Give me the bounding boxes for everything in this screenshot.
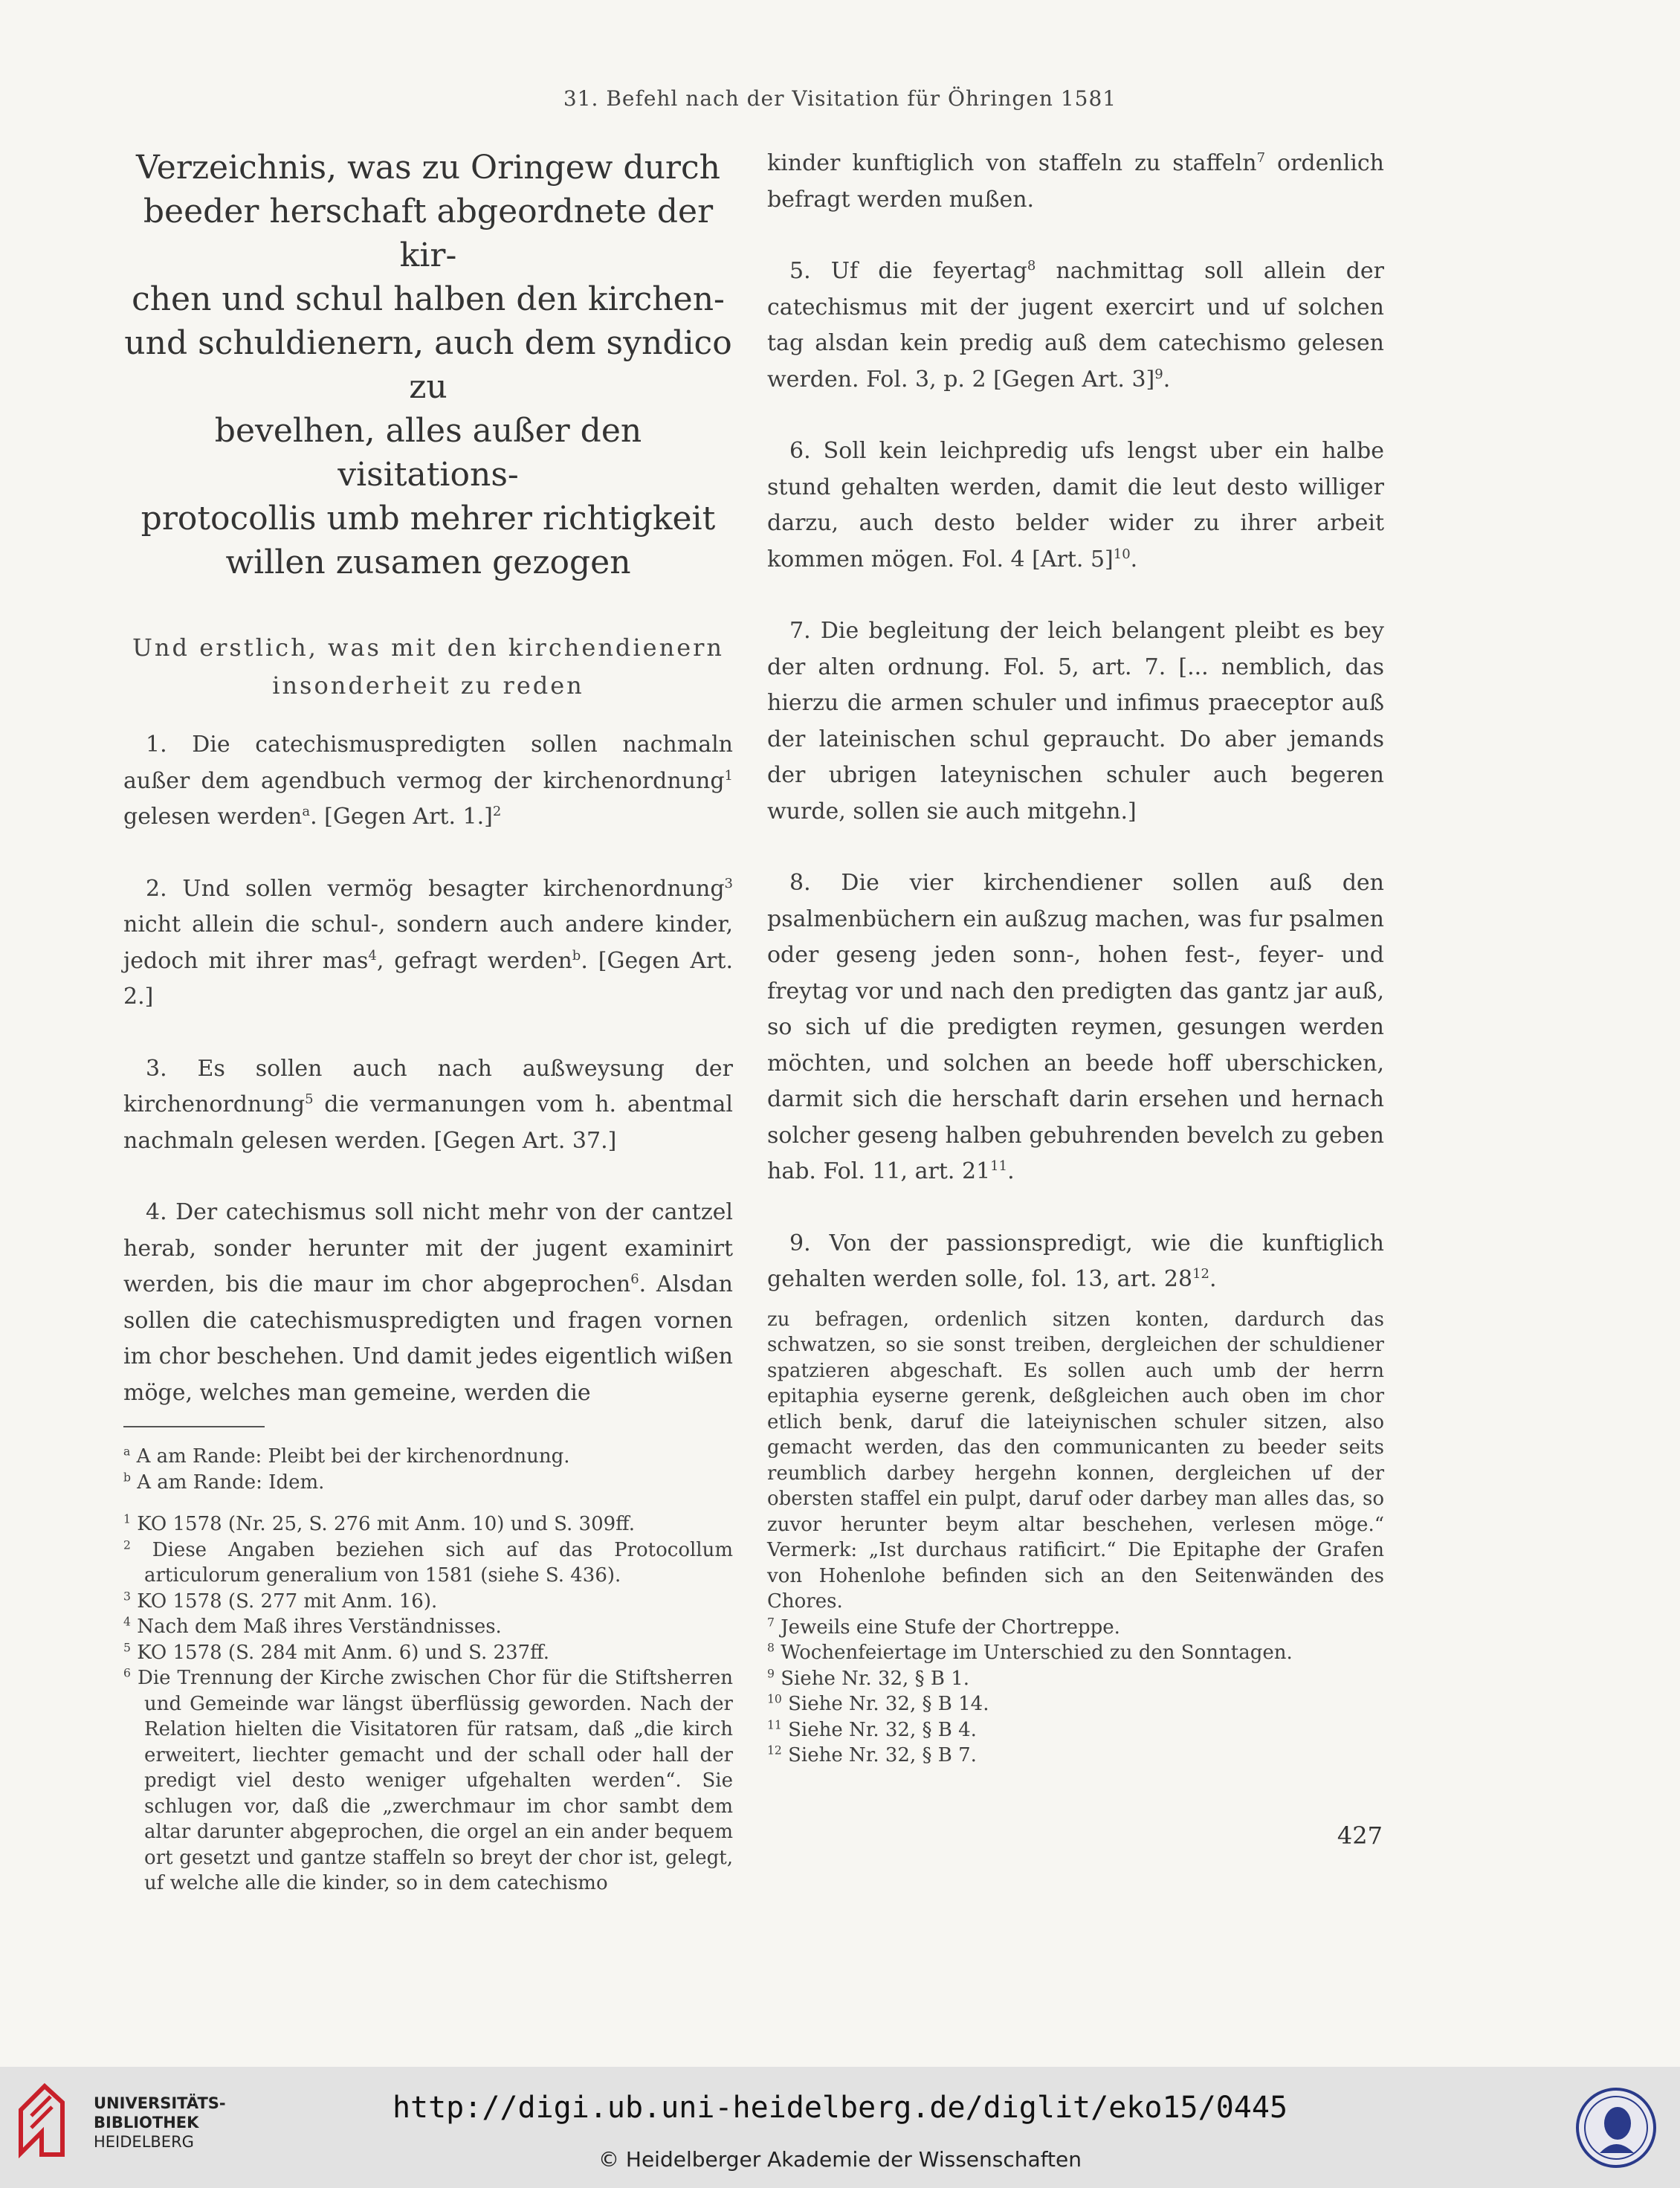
paragraph	[123, 871, 733, 1016]
subheading-line: insonderheit zu reden	[272, 671, 584, 700]
title-line: beeder herschaft abgeordnete der kir-	[143, 193, 714, 274]
footnote-marker: a	[302, 804, 311, 819]
footnote-text: Diese Angaben beziehen sich auf das Protocollum articulorum generalium von 1581 (siehe S. 436).	[144, 1538, 734, 1587]
footnote	[767, 1691, 1384, 1717]
paragraph-text: kinder kunftiglich von staffeln zu staffeln	[767, 150, 1257, 176]
paragraph-text: 9. Von der passionspredigt, wie die kunftiglich gehalten werden solle, fol. 13, art. 28	[767, 1230, 1384, 1292]
footnote-marker: 10	[1113, 546, 1131, 562]
footnote	[123, 1537, 733, 1589]
paragraph-text: . [Gegen Art. 1.]	[310, 804, 493, 830]
footnote	[123, 1665, 733, 1897]
footnote-mark: 11	[767, 1717, 782, 1732]
paragraph	[767, 865, 1384, 1190]
footnote-marker: 9	[1154, 366, 1163, 382]
footnote	[123, 1589, 733, 1615]
footnote-mark: 12	[767, 1743, 782, 1758]
footnote-marker: 7	[1256, 150, 1266, 166]
footnote	[123, 1444, 733, 1470]
footnote-mark: 3	[123, 1589, 131, 1603]
title-line: und schuldienern, auch dem syndico zu	[124, 324, 732, 406]
footnote-marker: 3	[724, 875, 733, 891]
footnote	[123, 1511, 733, 1537]
document-title	[123, 146, 733, 584]
footnote-text: A am Rande: Idem.	[137, 1471, 325, 1494]
footnote-text: Jeweils eine Stufe der Chortreppe.	[781, 1616, 1120, 1639]
subheading-line: Und erstlich, was mit den kirchendienern	[132, 633, 725, 662]
paragraph-text: 6. Soll kein leichpredig ufs lengst uber ein halbe stund gehalten werden, damit die leut desto williger darzu, auch desto belder wider zu ihrer arbeit kommen mögen. Fol. 4 [Art. 5]	[767, 438, 1384, 572]
footnote-mark: 8	[767, 1641, 775, 1655]
footnote-rule	[123, 1426, 265, 1427]
footnote-mark: b	[123, 1470, 131, 1484]
footnote-mark: 7	[767, 1615, 775, 1629]
footnote-mark: 10	[767, 1692, 782, 1706]
paragraph-text: .	[1209, 1266, 1217, 1292]
paragraph	[767, 613, 1384, 830]
left-column	[123, 146, 733, 1897]
footnote	[767, 1666, 1384, 1692]
numbered-footnotes-right	[767, 1615, 1384, 1769]
paragraph-text: 3. Es sollen auch nach außweysung der kirchenordnung	[123, 1055, 733, 1117]
footnote-mark: 6	[123, 1666, 131, 1680]
numbered-footnotes-left	[123, 1511, 733, 1897]
paragraph-text: .	[1163, 366, 1171, 393]
footnote-marker: 4	[368, 947, 377, 964]
paragraph-text: 8. Die vier kirchendiener sollen auß den psalmenbüchern ein außzug machen, was fur psalmen oder geseng jeden sonn-, hohen fest-, feyer- und freytag vor und nach den predigten das gantz jar auß, so sich uf die predigten reymen, gesungen werden möchten, und solchen an beede hoff uberschicken, darmit sich die herschaft darin ersehen und hernach solcher geseng halben gebuhrenden bevelch zu geben hab. Fol. 11, art. 21	[767, 870, 1384, 1184]
footnote-text: Die Trennung der Kirche zwischen Chor für die Stiftsherren und Gemeinde war längst überflüssig geworden. Nach der Relation hielten die Visitatoren für ratsam, daß „die kirch erweitert, liechter gemacht und der schall oder hall der predigt viel desto weniger ufgehalten werden“. Sie schlugen vor, daß die „zwerchmaur im chor sambt dem altar darunter abgeprochen, die orgel an ein ander bequem ort gesetzt und gantze staffeln so breyt der chor ist, gelegt, uf welche alle die kinder, so in dem catechismo	[137, 1667, 733, 1894]
paragraph	[123, 1051, 733, 1160]
footnote-mark: 2	[123, 1537, 131, 1552]
footnote-mark: 9	[767, 1666, 775, 1680]
footnote-text: A am Rande: Pleibt bei der kirchenordnung.	[136, 1445, 570, 1468]
footnote-text: KO 1578 (S. 277 mit Anm. 16).	[137, 1590, 438, 1613]
footnote	[767, 1743, 1384, 1769]
paragraph-text: .	[1007, 1158, 1015, 1184]
footnote-continuation: zu befragen, ordenlich sitzen konten, dardurch das schwatzen, so sie sonst treiben, dergleichen der schuldiener spatzieren abgeschaft. Es sollen auch umb der herrn epitaphia eyserne gerenk, deßgleichen auch oben im chor etlich benk, daruf die lateiynischen schuler sitzen, also gemacht werden, das den communicanten zu beeder seits reumblich darbey hergehn konnen, dergleichen uf der obersten staffel ein pulpt, daruf oder darbey man alles das, so zuvor herunter beym altar beschehen, verlesen möge.“ Vermerk: „Ist durchaus ratificirt.“ Die Epitaphe der Grafen von Hohenlohe befinden sich an den Seitenwänden des Chores.	[767, 1308, 1384, 1613]
title-line: chen und schul halben den kirchen-	[132, 280, 725, 318]
paragraph-text: 7. Die begleitung der leich belangent pleibt es bey der alten ordnung. Fol. 5, art. 7. [... nemblich, das hierzu die armen schuler und infimus praeceptor auß der lateinischen schul geprauсht. Do aber jemands der ubrigen lateynischen schuler auch begeren wurde, sollen sie auch mitgehn.]	[767, 618, 1384, 824]
footnote-marker: 12	[1192, 1266, 1210, 1282]
library-name-line1: UNIVERSITÄTS-	[94, 2094, 226, 2112]
library-name-line3: HEIDELBERG	[94, 2133, 194, 2151]
copyright-notice: © Heidelberger Akademie der Wissenschaften	[598, 2147, 1082, 2172]
paragraph-text: gelesen werden	[123, 804, 303, 830]
library-name-line2: BIBLIOTHEK	[94, 2114, 199, 2131]
paragraph	[123, 1195, 733, 1411]
page-number: 427	[1337, 1821, 1383, 1850]
left-paragraphs	[123, 727, 733, 1411]
footnote-marker: 6	[630, 1271, 639, 1287]
title-line: protocollis umb mehrer richtigkeit	[140, 500, 716, 538]
paragraph	[767, 146, 1384, 218]
section-subheading	[123, 629, 733, 705]
footnote	[767, 1717, 1384, 1743]
footnote-mark: 4	[123, 1615, 131, 1629]
footnote-mark: 5	[123, 1640, 131, 1654]
footnote-text: Wochenfeiertage im Unterschied zu den Sonntagen.	[781, 1642, 1293, 1664]
footnote-marker: 2	[492, 804, 502, 819]
paragraph	[767, 433, 1384, 578]
paragraph-text: 2. Und sollen vermög besagter kirchenordnung	[146, 875, 725, 902]
title-line: bevelhen, alles außer den visitations-	[214, 412, 642, 494]
paragraph-text: nachmittag soll allein der catechismus mit der jugent exercirt und uf solchen tag alsdan kein predig auß dem catechismo gelesen werden. Fol. 3, p. 2 [Gegen Art. 3]	[767, 258, 1384, 393]
right-paragraphs	[767, 146, 1384, 1298]
footnote-marker: 8	[1027, 258, 1036, 274]
paragraph-text: ordenlich befragt werden mußen.	[767, 150, 1385, 213]
footnote-marker: 11	[990, 1158, 1008, 1174]
footnote-mark: 1	[123, 1512, 131, 1526]
footnote-text: Siehe Nr. 32, § B 4.	[788, 1718, 977, 1741]
footnote	[767, 1640, 1384, 1666]
paragraph	[123, 727, 733, 836]
letter-footnotes	[123, 1444, 733, 1495]
paragraph-text: . Alsdan sollen die catechismuspredigten und fragen vornen im chor beschehen. Und damit jedes eigentlich wißen möge, welches man gemeine, werden die	[123, 1271, 734, 1406]
title-line: willen zusamen gezogen	[225, 543, 631, 581]
footnote	[123, 1614, 733, 1640]
footnote-mark: a	[123, 1445, 131, 1459]
paragraph-text: 5. Uf die feyertag	[789, 258, 1027, 284]
footnote-text: Siehe Nr. 32, § B 14.	[788, 1693, 989, 1715]
running-head: 31. Befehl nach der Visitation für Öhringen 1581	[563, 86, 1117, 111]
footnote	[123, 1640, 733, 1666]
footnote-text: KO 1578 (Nr. 25, S. 276 mit Anm. 10) und S. 309ff.	[137, 1513, 635, 1535]
permalink-url[interactable]: http://digi.ub.uni-heidelberg.de/diglit/eko15/0445	[392, 2091, 1288, 2125]
paragraph-text: nicht allein die schul-, sondern auch andere kinder, jedoch mit ihrer mas	[123, 911, 733, 974]
viewer-footer	[0, 2067, 1680, 2188]
footnote-text: KO 1578 (S. 284 mit Anm. 6) und S. 237ff.	[137, 1641, 549, 1664]
right-column	[767, 146, 1384, 1769]
academy-seal-icon	[1574, 2086, 1658, 2169]
footnote-marker: 5	[305, 1091, 314, 1107]
paragraph	[767, 254, 1384, 398]
footnote-marker: b	[572, 947, 581, 964]
footnote-text: Siehe Nr. 32, § B 7.	[788, 1744, 977, 1766]
title-line: Verzeichnis, was zu Oringew durch	[136, 149, 720, 187]
paragraph-text: . [Gegen Art. 2.]	[123, 947, 733, 1010]
footnote	[767, 1615, 1384, 1641]
footnote-text: Nach dem Maß ihres Verständnisses.	[137, 1616, 502, 1638]
paragraph-text: .	[1130, 546, 1138, 572]
paragraph-text: , gefragt werden	[376, 947, 572, 974]
footnote-marker: 1	[724, 767, 733, 784]
footnote	[123, 1470, 733, 1496]
footnote-text: Siehe Nr. 32, § B 1.	[781, 1667, 970, 1690]
paragraph-text: die vermanungen vom h. abentmal nachmaln gelesen werden. [Gegen Art. 37.]	[123, 1091, 733, 1154]
paragraph	[767, 1226, 1384, 1298]
paragraph-text: 4. Der catechismus soll nicht mehr von der cantzel herab, sonder herunter mit der jugent examinirt werden, bis die maur im chor abgeprochen	[123, 1199, 733, 1297]
paragraph-text: 1. Die catechismuspredigten sollen nachmaln außer dem agendbuch vermog der kirchenordnung	[123, 732, 733, 794]
